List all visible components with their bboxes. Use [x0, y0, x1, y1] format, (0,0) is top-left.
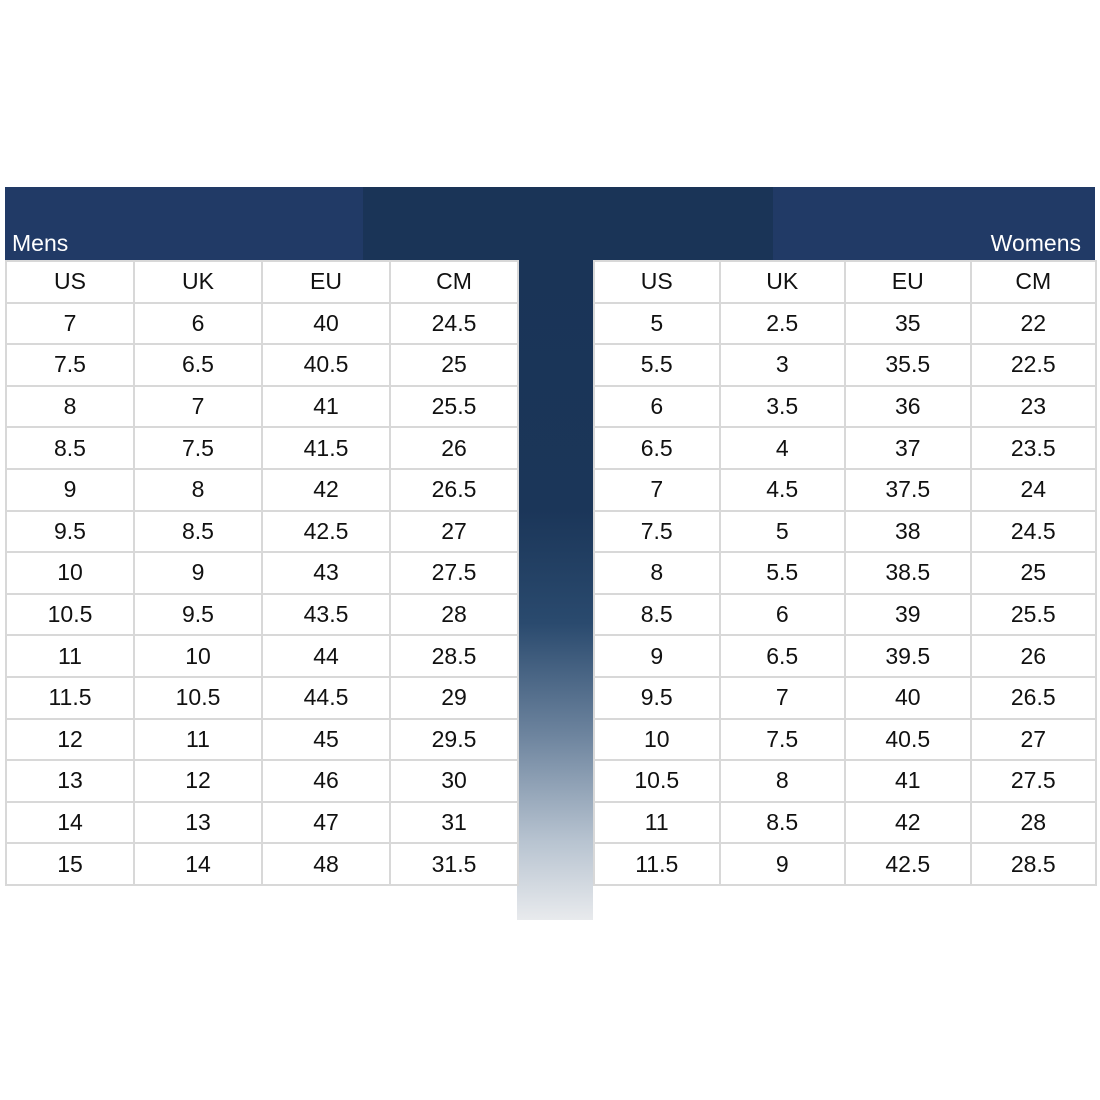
- table-cell: 9.5: [594, 677, 720, 719]
- table-cell: 38: [845, 511, 971, 553]
- table-cell: 7.5: [720, 719, 846, 761]
- table-cell: 7: [594, 469, 720, 511]
- table-row: [6, 469, 518, 511]
- table-row: [594, 594, 1096, 636]
- table-cell: 31.5: [390, 843, 518, 885]
- column-header: UK: [720, 261, 846, 303]
- table-cell: 25.5: [390, 386, 518, 428]
- table-row: [594, 303, 1096, 345]
- table-cell: 36: [845, 386, 971, 428]
- table-row: [6, 594, 518, 636]
- table-row: [594, 552, 1096, 594]
- table-cell: 9: [594, 635, 720, 677]
- table-cell: 7.5: [6, 344, 134, 386]
- table-cell: 35: [845, 303, 971, 345]
- column-header: US: [594, 261, 720, 303]
- table-cell: 26.5: [971, 677, 1097, 719]
- table-cell: 7.5: [594, 511, 720, 553]
- table-cell: 41: [845, 760, 971, 802]
- table-cell: 8: [134, 469, 262, 511]
- table-cell: 25: [971, 552, 1097, 594]
- table-cell: 6: [720, 594, 846, 636]
- table-cell: 7.5: [134, 427, 262, 469]
- table-cell: 5: [594, 303, 720, 345]
- column-header: UK: [134, 261, 262, 303]
- table-row: [6, 427, 518, 469]
- table-cell: 7: [6, 303, 134, 345]
- table-cell: 12: [134, 760, 262, 802]
- table-cell: 8: [594, 552, 720, 594]
- table-row: [594, 802, 1096, 844]
- table-cell: 3: [720, 344, 846, 386]
- table-cell: 28: [390, 594, 518, 636]
- table-cell: 8.5: [134, 511, 262, 553]
- table-row: [594, 469, 1096, 511]
- table-row: [6, 760, 518, 802]
- table-cell: 23: [971, 386, 1097, 428]
- table-row: [594, 511, 1096, 553]
- table-cell: 14: [134, 843, 262, 885]
- table-cell: 39: [845, 594, 971, 636]
- table-row: [594, 344, 1096, 386]
- table-row: [6, 511, 518, 553]
- table-cell: 35.5: [845, 344, 971, 386]
- table-cell: 29: [390, 677, 518, 719]
- table-cell: 5.5: [720, 552, 846, 594]
- header-row: [6, 261, 518, 303]
- table-row: [6, 719, 518, 761]
- table-cell: 37: [845, 427, 971, 469]
- table-cell: 41: [262, 386, 390, 428]
- table-cell: 24.5: [390, 303, 518, 345]
- table-cell: 9: [720, 843, 846, 885]
- table-cell: 28.5: [971, 843, 1097, 885]
- table-row: [6, 802, 518, 844]
- table-cell: 25: [390, 344, 518, 386]
- table-cell: 37.5: [845, 469, 971, 511]
- table-cell: 47: [262, 802, 390, 844]
- table-cell: 8.5: [594, 594, 720, 636]
- table-cell: 22.5: [971, 344, 1097, 386]
- table-cell: 5.5: [594, 344, 720, 386]
- table-cell: 12: [6, 719, 134, 761]
- table-cell: 38.5: [845, 552, 971, 594]
- header-row: [594, 261, 1096, 303]
- table-cell: 11.5: [594, 843, 720, 885]
- table-cell: 13: [134, 802, 262, 844]
- table-cell: 8.5: [6, 427, 134, 469]
- table-cell: 6: [134, 303, 262, 345]
- table-row: [6, 552, 518, 594]
- table-cell: 42: [845, 802, 971, 844]
- mens-title: Mens: [12, 230, 69, 256]
- table-cell: 8: [720, 760, 846, 802]
- table-cell: 40: [262, 303, 390, 345]
- table-cell: 10.5: [6, 594, 134, 636]
- table-cell: 11: [594, 802, 720, 844]
- table-cell: 26: [390, 427, 518, 469]
- womens-title: Womens: [990, 230, 1081, 256]
- header-center-block: [363, 187, 773, 260]
- table-cell: 39.5: [845, 635, 971, 677]
- divider-gradient: [517, 260, 593, 920]
- table-cell: 5: [720, 511, 846, 553]
- table-cell: 23.5: [971, 427, 1097, 469]
- column-header: EU: [262, 261, 390, 303]
- table-cell: 31: [390, 802, 518, 844]
- size-chart: [5, 187, 1095, 921]
- column-header: EU: [845, 261, 971, 303]
- table-cell: 26.5: [390, 469, 518, 511]
- table-cell: 7: [134, 386, 262, 428]
- table-cell: 10: [6, 552, 134, 594]
- table-cell: 10: [134, 635, 262, 677]
- table-row: [6, 386, 518, 428]
- table-cell: 6.5: [594, 427, 720, 469]
- table-cell: 10: [594, 719, 720, 761]
- table-row: [594, 677, 1096, 719]
- table-cell: 48: [262, 843, 390, 885]
- table-cell: 40: [845, 677, 971, 719]
- column-header: US: [6, 261, 134, 303]
- table-cell: 3.5: [720, 386, 846, 428]
- table-row: [6, 344, 518, 386]
- table-row: [594, 843, 1096, 885]
- table-cell: 2.5: [720, 303, 846, 345]
- table-cell: 28: [971, 802, 1097, 844]
- table-cell: 27.5: [971, 760, 1097, 802]
- table-cell: 30: [390, 760, 518, 802]
- table-cell: 40.5: [262, 344, 390, 386]
- table-row: [6, 843, 518, 885]
- table-cell: 43.5: [262, 594, 390, 636]
- table-cell: 24: [971, 469, 1097, 511]
- table-cell: 6: [594, 386, 720, 428]
- table-cell: 28.5: [390, 635, 518, 677]
- table-cell: 9: [134, 552, 262, 594]
- table-cell: 46: [262, 760, 390, 802]
- table-cell: 41.5: [262, 427, 390, 469]
- table-row: [594, 635, 1096, 677]
- table-cell: 40.5: [845, 719, 971, 761]
- column-header: CM: [971, 261, 1097, 303]
- table-row: [594, 719, 1096, 761]
- table-cell: 44.5: [262, 677, 390, 719]
- table-cell: 44: [262, 635, 390, 677]
- table-cell: 43: [262, 552, 390, 594]
- table-row: [6, 635, 518, 677]
- table-cell: 11.5: [6, 677, 134, 719]
- column-header: CM: [390, 261, 518, 303]
- table-row: [594, 427, 1096, 469]
- table-cell: 11: [134, 719, 262, 761]
- table-cell: 9.5: [6, 511, 134, 553]
- table-cell: 24.5: [971, 511, 1097, 553]
- table-cell: 4: [720, 427, 846, 469]
- table-cell: 9: [6, 469, 134, 511]
- womens-size-table: [593, 260, 1097, 886]
- table-cell: 29.5: [390, 719, 518, 761]
- table-cell: 27.5: [390, 552, 518, 594]
- table-cell: 25.5: [971, 594, 1097, 636]
- table-cell: 27: [390, 511, 518, 553]
- table-cell: 7: [720, 677, 846, 719]
- table-cell: 8: [6, 386, 134, 428]
- table-cell: 6.5: [720, 635, 846, 677]
- table-cell: 9.5: [134, 594, 262, 636]
- table-row: [594, 760, 1096, 802]
- table-row: [594, 386, 1096, 428]
- table-cell: 42.5: [262, 511, 390, 553]
- table-cell: 27: [971, 719, 1097, 761]
- table-cell: 26: [971, 635, 1097, 677]
- table-cell: 42.5: [845, 843, 971, 885]
- table-cell: 14: [6, 802, 134, 844]
- table-cell: 8.5: [720, 802, 846, 844]
- table-row: [6, 677, 518, 719]
- table-cell: 22: [971, 303, 1097, 345]
- table-cell: 42: [262, 469, 390, 511]
- table-cell: 4.5: [720, 469, 846, 511]
- table-cell: 10.5: [594, 760, 720, 802]
- mens-size-table: [5, 260, 519, 886]
- table-cell: 6.5: [134, 344, 262, 386]
- table-cell: 13: [6, 760, 134, 802]
- table-cell: 45: [262, 719, 390, 761]
- table-cell: 10.5: [134, 677, 262, 719]
- table-cell: 11: [6, 635, 134, 677]
- table-row: [6, 303, 518, 345]
- table-cell: 15: [6, 843, 134, 885]
